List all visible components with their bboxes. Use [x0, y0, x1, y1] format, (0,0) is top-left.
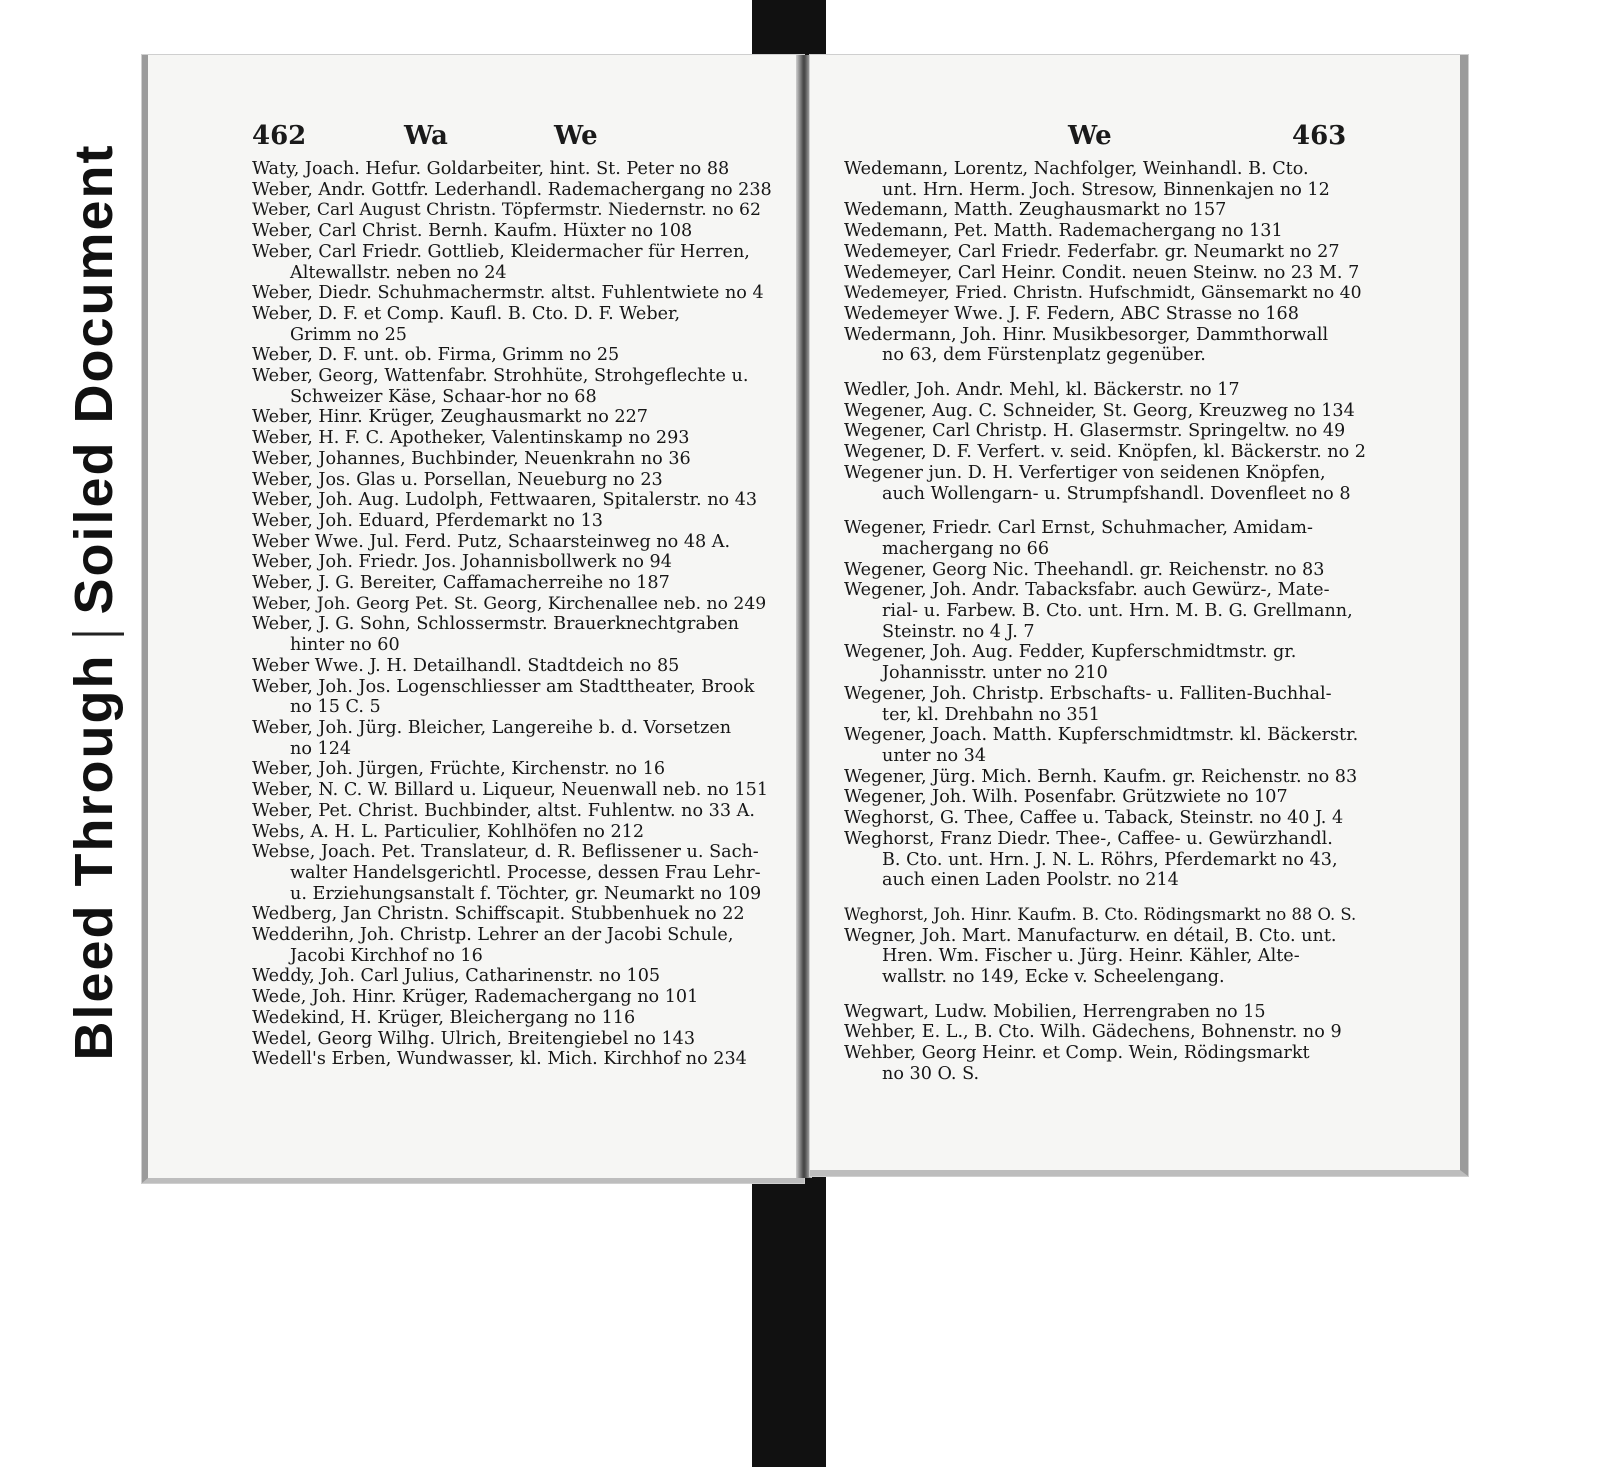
condition-label: [38, 88, 153, 1116]
directory-line: Schweizer Käse, Schaar-hor no 68: [290, 386, 597, 407]
directory-line: B. Cto. unt. Hrn. J. N. L. Röhrs, Pferdemarkt no 43,: [882, 849, 1338, 870]
directory-line: Weber Wwe. Jul. Ferd. Putz, Schaarsteinweg no 48 A.: [252, 531, 731, 552]
directory-line: Weghorst, Franz Diedr. Thee-, Caffee- u. Gewürzhandl.: [844, 828, 1333, 849]
directory-line: Wehber, Georg Heinr. et Comp. Wein, Rödingsmarkt: [844, 1043, 1310, 1064]
left-page: [142, 55, 804, 1183]
directory-line: unter no 34: [882, 745, 987, 766]
directory-line: Weghorst, Joh. Hinr. Kaufm. B. Cto. Rödingsmarkt no 88 O. S.: [844, 904, 1357, 924]
directory-line: Weber, J. G. Sohn, Schlossermstr. Brauerknechtgraben: [252, 614, 739, 635]
condition-label-text: [63, 143, 125, 1060]
directory-line: no 124: [290, 738, 352, 759]
directory-line: wallstr. no 149, Ecke v. Scheelengang.: [882, 967, 1225, 988]
directory-line: auch Wollengarn- u. Strumpfshandl. Dovenfleet no 8: [882, 483, 1351, 504]
directory-line: Weber, Johannes, Buchbinder, Neuenkrahn no 36: [252, 448, 691, 469]
directory-line: walter Handelsgerichtl. Processe, dessen Frau Lehr-: [290, 862, 761, 883]
directory-line: auch einen Laden Poolstr. no 214: [882, 870, 1179, 891]
directory-line: Wedemeyer, Carl Friedr. Federfabr. gr. Neumarkt no 27: [844, 241, 1340, 262]
directory-line: Wegwart, Ludw. Mobilien, Herrengraben no 15: [844, 1001, 1266, 1022]
directory-line: Weber, Andr. Gottfr. Lederhandl. Rademachergang no 238: [252, 179, 772, 200]
directory-line: Webse, Joach. Pet. Translateur, d. R. Beflissener u. Sach-: [252, 842, 759, 863]
directory-line: Weber, Carl August Christn. Töpfermstr. Niedernstr. no 62: [252, 200, 761, 221]
right-page-header: [810, 121, 1450, 161]
directory-line: Wegener, Aug. C. Schneider, St. Georg, Kreuzweg no 134: [844, 400, 1355, 421]
directory-entries-left: [252, 159, 772, 1070]
directory-line: Altewallstr. neben no 24: [290, 262, 507, 283]
directory-line: Wegener, Jürg. Mich. Bernh. Kaufm. gr. Reichenstr. no 83: [844, 766, 1358, 787]
directory-line: Weber, Georg, Wattenfabr. Strohhüte, Strohgeflechte u.: [252, 366, 749, 387]
directory-line: hinter no 60: [290, 635, 400, 656]
directory-line: Grimm no 25: [290, 324, 407, 345]
directory-line: Weber, Joh. Georg Pet. St. Georg, Kirchenallee neb. no 249: [252, 593, 767, 614]
directory-line: Weber, Pet. Christ. Buchbinder, altst. Fuhlentw. no 33 A.: [252, 800, 755, 821]
directory-line: Weber, Joh. Jürgen, Früchte, Kirchenstr. no 16: [252, 759, 666, 780]
directory-line: Weber, Joh. Jürg. Bleicher, Langereihe b. d. Vorsetzen: [252, 717, 732, 738]
directory-line: Weber, J. G. Bereiter, Caffamacherreihe no 187: [252, 573, 670, 594]
directory-line: Wedberg, Jan Christn. Schiffscapit. Stubbenhuek no 22: [252, 904, 745, 925]
directory-line: Wegener, Georg Nic. Theehandl. gr. Reichenstr. no 83: [844, 559, 1325, 580]
directory-line: no 15 C. 5: [290, 697, 381, 718]
directory-line: Johannisstr. unter no 210: [882, 663, 1108, 684]
directory-line: Weber, Diedr. Schuhmachermstr. altst. Fuhlentwiete no 4: [252, 283, 764, 304]
directory-line: Weber, D. F. unt. ob. Firma, Grimm no 25: [252, 345, 620, 366]
directory-line: Wedemann, Matth. Zeughausmarkt no 157: [844, 200, 1227, 221]
directory-line: Wehber, E. L., B. Cto. Wilh. Gädechens, Bohnenstr. no 9: [844, 1022, 1342, 1043]
directory-line: Weber, Jos. Glas u. Porsellan, Neueburg no 23: [252, 469, 663, 490]
directory-line: Weber, Carl Christ. Bernh. Kaufm. Hüxter no 108: [252, 221, 693, 242]
directory-line: Wede, Joh. Hinr. Krüger, Rademachergang no 101: [252, 987, 699, 1008]
directory-line: no 30 O. S.: [882, 1063, 980, 1084]
directory-line: Wedderihn, Joh. Christp. Lehrer an der Jacobi Schule,: [252, 925, 734, 946]
directory-line: ter, kl. Drehbahn no 351: [882, 704, 1100, 725]
left-page-header: [148, 121, 798, 161]
directory-line: Weber, Joh. Friedr. Jos. Johannisbollwerk no 94: [252, 552, 672, 573]
label-soiled-document: Soiled Document: [64, 143, 124, 615]
directory-line: machergang no 66: [882, 538, 1050, 559]
directory-line: Wegener, Joh. Aug. Fedder, Kupferschmidtmstr. gr.: [844, 642, 1297, 663]
directory-line: Jacobi Kirchhof no 16: [290, 945, 483, 966]
directory-line: u. Erziehungsanstalt f. Töchter, gr. Neumarkt no 109: [290, 883, 762, 904]
directory-line: Wegener, D. F. Verfert. v. seid. Knöpfen, kl. Bäckerstr. no 2: [844, 442, 1366, 463]
page-number: 463: [1292, 121, 1347, 151]
open-book: [142, 55, 1460, 1178]
directory-line: Hren. Wm. Fischer u. Jürg. Heinr. Kähler, Alte-: [882, 946, 1300, 967]
directory-line: Wegener, Friedr. Carl Ernst, Schuhmacher, Amidam-: [844, 518, 1313, 539]
directory-line: Wegener jun. D. H. Verfertiger von seidenen Knöpfen,: [844, 462, 1326, 483]
directory-line: Wedemann, Lorentz, Nachfolger, Weinhandl. B. Cto.: [844, 159, 1309, 179]
directory-line: Weddy, Joh. Carl Julius, Catharinenstr. no 105: [252, 966, 661, 987]
directory-line: Weber, Hinr. Krüger, Zeughausmarkt no 227: [252, 407, 648, 428]
directory-line: Weber, Joh. Aug. Ludolph, Fettwaaren, Spitalerstr. no 43: [252, 490, 758, 511]
directory-line: Weber, Joh. Eduard, Pferdemarkt no 13: [252, 510, 603, 531]
directory-line: Wedemeyer, Fried. Christn. Hufschmidt, Gänsemarkt no 40: [844, 283, 1362, 304]
directory-line: no 63, dem Fürstenplatz gegenüber.: [882, 345, 1206, 366]
directory-line: Wedekind, H. Krüger, Bleichergang no 116: [252, 1007, 636, 1028]
directory-line: Weber, D. F. et Comp. Kaufl. B. Cto. D. F. Weber,: [252, 303, 681, 324]
directory-line: Webs, A. H. L. Particulier, Kohlhöfen no 212: [252, 821, 645, 842]
directory-line: Wedel, Georg Wilhg. Ulrich, Breitengiebel no 143: [252, 1028, 696, 1049]
directory-line: Wegener, Joh. Christp. Erbschafts- u. Falliten-Buchhal-: [844, 683, 1332, 704]
directory-line: Wegener, Joh. Wilh. Posenfabr. Grützwiete no 107: [844, 787, 1288, 808]
directory-line: Wedemeyer, Carl Heinr. Condit. neuen Steinw. no 23 M. 7: [844, 262, 1360, 283]
directory-line: Weber, H. F. C. Apotheker, Valentinskamp no 293: [252, 428, 690, 449]
page-number: 462: [252, 121, 307, 151]
directory-line: Weber, Joh. Jos. Logenschliesser am Stadttheater, Brook: [252, 676, 755, 697]
running-head-second: We: [554, 121, 598, 151]
right-page: [810, 55, 1468, 1176]
label-bleed-through: Bleed Through: [64, 653, 124, 1061]
directory-line: Wedemann, Pet. Matth. Rademachergang no 131: [844, 221, 1283, 242]
directory-line: Weber, N. C. W. Billard u. Liqueur, Neuenwall neb. no 151: [252, 780, 769, 801]
label-separator: [72, 633, 124, 636]
running-head: We: [1068, 121, 1112, 151]
running-head-first: Wa: [404, 121, 448, 151]
directory-line: Weghorst, G. Thee, Caffee u. Taback, Steinstr. no 40 J. 4: [844, 808, 1344, 829]
directory-line: Weber, Carl Friedr. Gottlieb, Kleidermacher für Herren,: [252, 241, 750, 262]
directory-line: Weber Wwe. J. H. Detailhandl. Stadtdeich no 85: [252, 655, 680, 676]
directory-line: Waty, Joach. Hefur. Goldarbeiter, hint. St. Peter no 88: [252, 159, 730, 179]
directory-line: Steinstr. no 4 J. 7: [882, 621, 1035, 642]
directory-line: rial- u. Farbew. B. Cto. unt. Hrn. M. B. G. Grellmann,: [882, 601, 1353, 622]
directory-line: Wegener, Carl Christp. H. Glasermstr. Springeltw. no 49: [844, 421, 1346, 442]
directory-line: Wegener, Joach. Matth. Kupferschmidtmstr. kl. Bäckerstr.: [844, 725, 1359, 746]
directory-line: Wedell's Erben, Wundwasser, kl. Mich. Kirchhof no 234: [252, 1049, 747, 1070]
directory-entries-right: [844, 159, 1366, 1085]
directory-line: Wegener, Joh. Andr. Tabacksfabr. auch Gewürz-, Mate-: [844, 580, 1330, 601]
directory-line: Wedemeyer Wwe. J. F. Federn, ABC Strasse no 168: [844, 303, 1299, 324]
directory-line: unt. Hrn. Herm. Joch. Stresow, Binnenkajen no 12: [882, 179, 1330, 200]
directory-line: Wegner, Joh. Mart. Manufacturw. en détail, B. Cto. unt.: [844, 925, 1337, 946]
directory-line: Wedler, Joh. Andr. Mehl, kl. Bäckerstr. no 17: [844, 380, 1240, 401]
directory-line: Wedermann, Joh. Hinr. Musikbesorger, Dammthorwall: [844, 324, 1329, 345]
